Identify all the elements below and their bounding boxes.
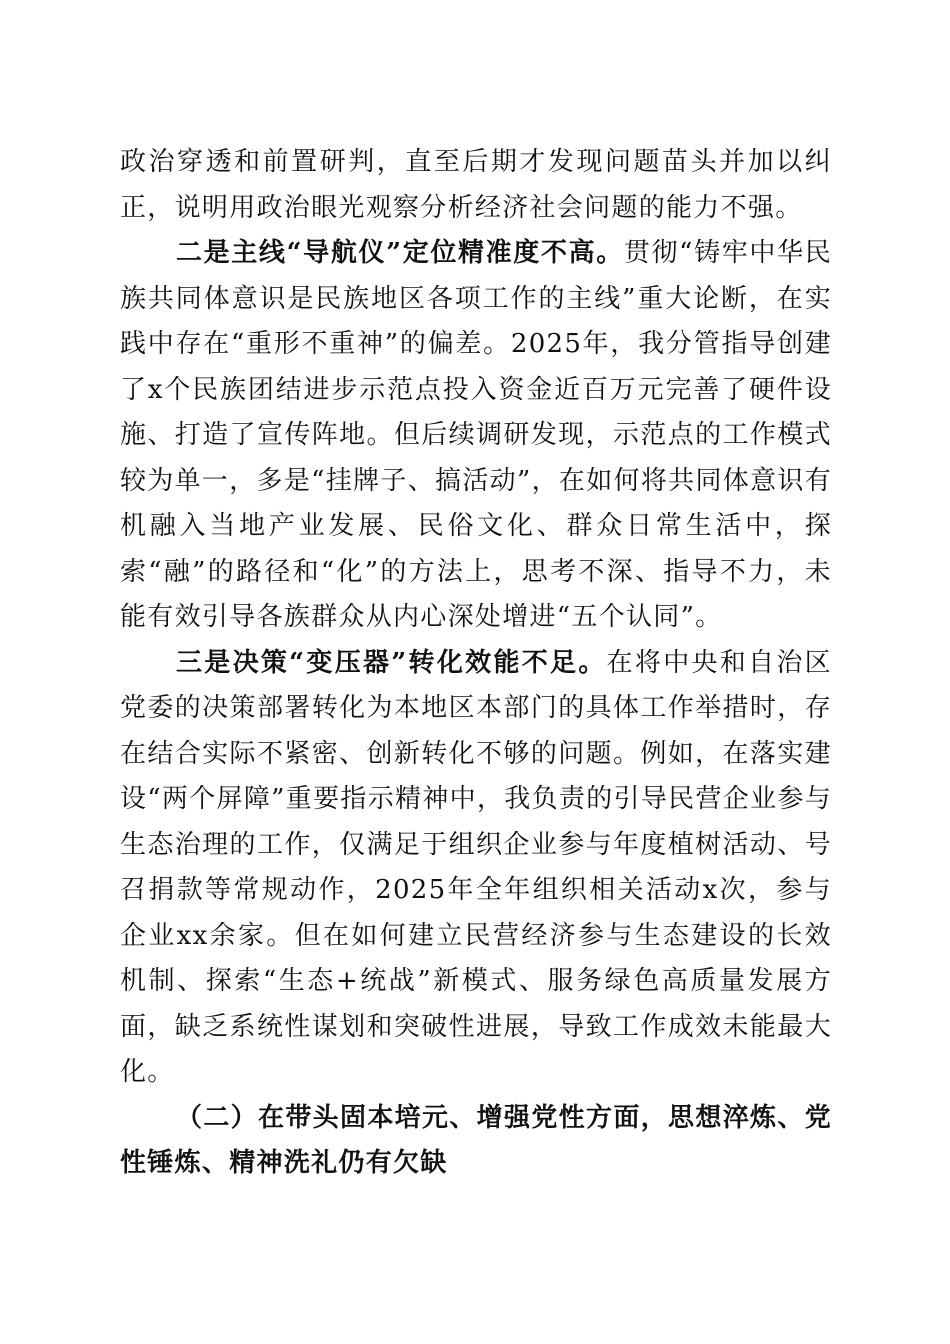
paragraph-continuation-text: 政治穿透和前置研判，直至后期才发现问题苗头并加以纠正，说明用政治眼光观察分析经济社会问题的能力不强。: [120, 147, 832, 223]
paragraph-decision-transformer: [120, 641, 832, 1096]
paragraph-mainline-navigator: [120, 231, 832, 641]
section-heading-two: [120, 1096, 832, 1187]
paragraph-continuation: [120, 140, 832, 231]
paragraph-decision-body: 在将中央和自治区党委的决策部署转化为本地区本部门的具体工作举措时，存在结合实际不紧密、创新转化不够的问题。例如，在落实建设“两个屏障”重要指示精神中，我负责的引导民营企业参与生态治理的工作，仅满足于组织企业参与年度植树活动、号召捐款等常规动作，2025年全年组织相关活动x次，参与企业xx余家。但在如何建立民营经济参与生态建设的长效机制、探索“生态+统战”新模式、服务绿色高质量发展方面，缺乏系统性谋划和突破性进展，导致工作成效未能最大化。: [120, 647, 832, 1087]
paragraph-decision-lead: 三是决策“变压器”转化效能不足。: [176, 647, 607, 678]
paragraph-mainline-body: 贯彻“铸牢中华民族共同体意识是民族地区各项工作的主线”重大论断，在实践中存在“重形不重神”的偏差。2025年，我分管指导创建了x个民族团结进步示范点投入资金近百万元完善了硬件设施、打造了宣传阵地。但后续调研发现，示范点的工作模式较为单一，多是“挂牌子、搞活动”，在如何将共同体意识有机融入当地产业发展、民俗文化、群众日常生活中，探索“融”的路径和“化”的方法上，思考不深、指导不力，未能有效引导各族群众从内心深处增进“五个认同”。: [120, 238, 832, 632]
section-heading-two-text: （二）在带头固本培元、增强党性方面，思想淬炼、党性锤炼、精神洗礼仍有欠缺: [120, 1102, 832, 1178]
paragraph-mainline-lead: 二是主线“导航仪”定位精准度不高。: [176, 238, 624, 268]
document-page: [120, 140, 832, 1187]
